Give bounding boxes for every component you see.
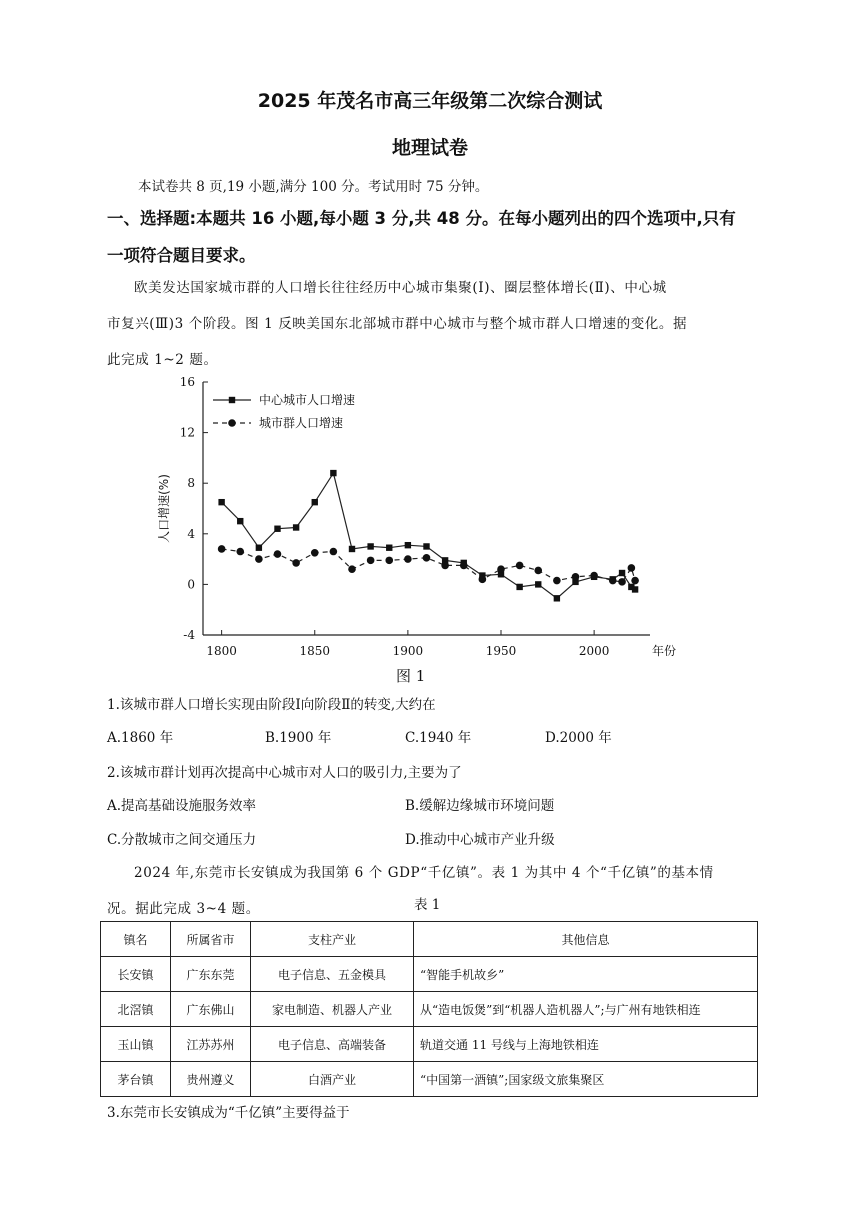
- data-point-circle: [292, 559, 300, 567]
- table-cell: 江苏苏州: [171, 1027, 251, 1062]
- data-point-square: [349, 546, 355, 552]
- data-point-circle: [236, 548, 244, 556]
- data-point-circle: [631, 577, 639, 585]
- data-point-circle: [348, 565, 356, 573]
- x-tick-label: 1900: [392, 644, 424, 658]
- question-2-option-a: A.提高基础设施服务效率: [107, 798, 257, 814]
- question-1-option-a: A.1860 年: [107, 730, 174, 746]
- exam-intro: 本试卷共 8 页,19 小题,满分 100 分。考试用时 75 分钟。: [138, 179, 489, 195]
- data-point-square: [516, 584, 522, 590]
- table-cell: 北滘镇: [101, 992, 171, 1027]
- table-cell: “智能手机故乡”: [414, 957, 758, 992]
- y-tick-label: 16: [179, 375, 195, 389]
- table-cell: “中国第一酒镇”;国家级文旅集聚区: [414, 1062, 758, 1097]
- question-3-stem: 3.东莞市长安镇成为“千亿镇”主要得益于: [107, 1105, 350, 1121]
- table-cell: 白酒产业: [251, 1062, 414, 1097]
- data-point-circle: [330, 548, 338, 556]
- table-cell: 家电制造、机器人产业: [251, 992, 414, 1027]
- data-point-circle: [497, 565, 505, 573]
- data-point-square: [405, 542, 411, 548]
- data-point-square: [274, 526, 280, 532]
- x-tick-label: 1800: [206, 644, 237, 658]
- passage-1-line-3: 此完成 1~2 题。: [107, 352, 218, 368]
- towns-table: [100, 921, 758, 1097]
- population-growth-chart: [150, 370, 690, 665]
- question-1-option-c: C.1940 年: [405, 730, 472, 746]
- question-2-option-b: B.缓解边缘城市环境问题: [405, 798, 555, 814]
- passage-2-line-2: 况。据此完成 3~4 题。: [107, 901, 260, 917]
- data-point-circle: [516, 562, 524, 570]
- data-point-square: [632, 586, 638, 592]
- exam-title: 2025 年茂名市高三年级第二次综合测试: [257, 90, 603, 112]
- exam-subtitle: 地理试卷: [391, 137, 468, 159]
- data-point-circle: [534, 567, 542, 575]
- table-cell: 电子信息、五金模具: [251, 957, 414, 992]
- data-point-circle: [404, 555, 412, 563]
- table-caption: 表 1: [414, 897, 441, 913]
- table-cell: 贵州遵义: [171, 1062, 251, 1097]
- data-point-circle: [274, 550, 282, 558]
- data-point-circle: [553, 577, 561, 585]
- table-header-cell: 镇名: [101, 922, 171, 957]
- data-point-square: [535, 581, 541, 587]
- figure-caption: 图 1: [396, 667, 426, 685]
- y-tick-label: -4: [183, 628, 195, 642]
- table-cell: 轨道交通 11 号线与上海地铁相连: [414, 1027, 758, 1062]
- section-heading-line-2: 一项符合题目要求。: [107, 246, 256, 265]
- legend-label: 中心城市人口增速: [259, 393, 356, 407]
- data-point-square: [312, 499, 318, 505]
- data-point-circle: [367, 557, 375, 565]
- y-axis-label: 人口增速(%): [157, 474, 171, 543]
- data-point-square: [330, 470, 336, 476]
- table-cell: 广东东莞: [171, 957, 251, 992]
- x-tick-label: 1950: [485, 644, 517, 658]
- table-header-cell: 其他信息: [414, 922, 758, 957]
- question-1-option-d: D.2000 年: [545, 730, 612, 746]
- data-point-square: [619, 570, 625, 576]
- legend-marker-square: [229, 397, 235, 403]
- table-header-row: [101, 922, 758, 957]
- data-point-circle: [218, 545, 226, 553]
- table-row: [101, 1027, 758, 1062]
- question-1-stem: 1.该城市群人口增长实现由阶段Ⅰ向阶段Ⅱ的转变,大约在: [107, 697, 436, 713]
- y-tick-label: 12: [179, 425, 195, 440]
- legend-marker-circle: [228, 419, 236, 427]
- table-cell: 从“造电饭煲”到“机器人造机器人”;与广州有地铁相连: [414, 992, 758, 1027]
- data-point-square: [237, 518, 243, 524]
- data-point-circle: [311, 549, 319, 557]
- data-point-circle: [628, 564, 636, 572]
- y-tick-label: 4: [187, 526, 195, 541]
- question-2-option-d: D.推动中心城市产业升级: [405, 832, 555, 848]
- data-point-circle: [572, 573, 580, 581]
- table-row: [101, 1062, 758, 1097]
- data-point-square: [386, 545, 392, 551]
- section-heading: [107, 200, 757, 274]
- table-cell: 玉山镇: [101, 1027, 171, 1062]
- data-point-circle: [609, 577, 617, 585]
- section-heading-line-1: 一、选择题:本题共 16 小题,每小题 3 分,共 48 分。在每小题列出的四个选项中,只有: [107, 209, 736, 228]
- question-2-stem: 2.该城市群计划再次提高中心城市对人口的吸引力,主要为了: [107, 765, 462, 781]
- question-1-option-b: B.1900 年: [265, 730, 332, 746]
- table-row: [101, 992, 758, 1027]
- x-tick-label: 2000: [578, 644, 610, 658]
- data-point-circle: [385, 557, 393, 565]
- y-tick-label: 0: [187, 577, 195, 592]
- table-cell: 长安镇: [101, 957, 171, 992]
- data-point-square: [423, 543, 429, 549]
- x-tick-label: 1850: [299, 644, 331, 658]
- data-point-circle: [441, 562, 449, 570]
- data-point-circle: [590, 572, 598, 580]
- y-tick-label: 8: [187, 476, 195, 491]
- data-point-circle: [618, 578, 626, 586]
- passage-1: [107, 270, 757, 378]
- passage-1-line-1: 欧美发达国家城市群的人口增长往往经历中心城市集聚(Ⅰ)、圈层整体增长(Ⅱ)、中心城: [134, 280, 667, 296]
- question-2-option-c: C.分散城市之间交通压力: [107, 832, 257, 848]
- data-point-square: [256, 545, 262, 551]
- data-point-square: [554, 595, 560, 601]
- data-point-circle: [460, 562, 468, 570]
- passage-2-line-1: 2024 年,东莞市长安镇成为我国第 6 个 GDP“千亿镇”。表 1 为其中 4 个“千亿镇”的基本情: [134, 865, 714, 881]
- data-point-circle: [479, 576, 487, 584]
- data-point-square: [218, 499, 224, 505]
- table-header-cell: 支柱产业: [251, 922, 414, 957]
- table-row: [101, 957, 758, 992]
- data-point-circle: [423, 554, 431, 562]
- legend-label: 城市群人口增速: [259, 416, 344, 430]
- passage-1-line-2: 市复兴(Ⅲ)3 个阶段。图 1 反映美国东北部城市群中心城市与整个城市群人口增速的变化。据: [107, 316, 688, 332]
- table-cell: 广东佛山: [171, 992, 251, 1027]
- data-point-square: [367, 543, 373, 549]
- table-cell: 茅台镇: [101, 1062, 171, 1097]
- x-axis-label: 年份: [652, 644, 677, 658]
- data-point-square: [293, 524, 299, 530]
- table-header-cell: 所属省市: [171, 922, 251, 957]
- table-cell: 电子信息、高端装备: [251, 1027, 414, 1062]
- data-point-circle: [255, 555, 263, 563]
- passage-2: [107, 855, 757, 927]
